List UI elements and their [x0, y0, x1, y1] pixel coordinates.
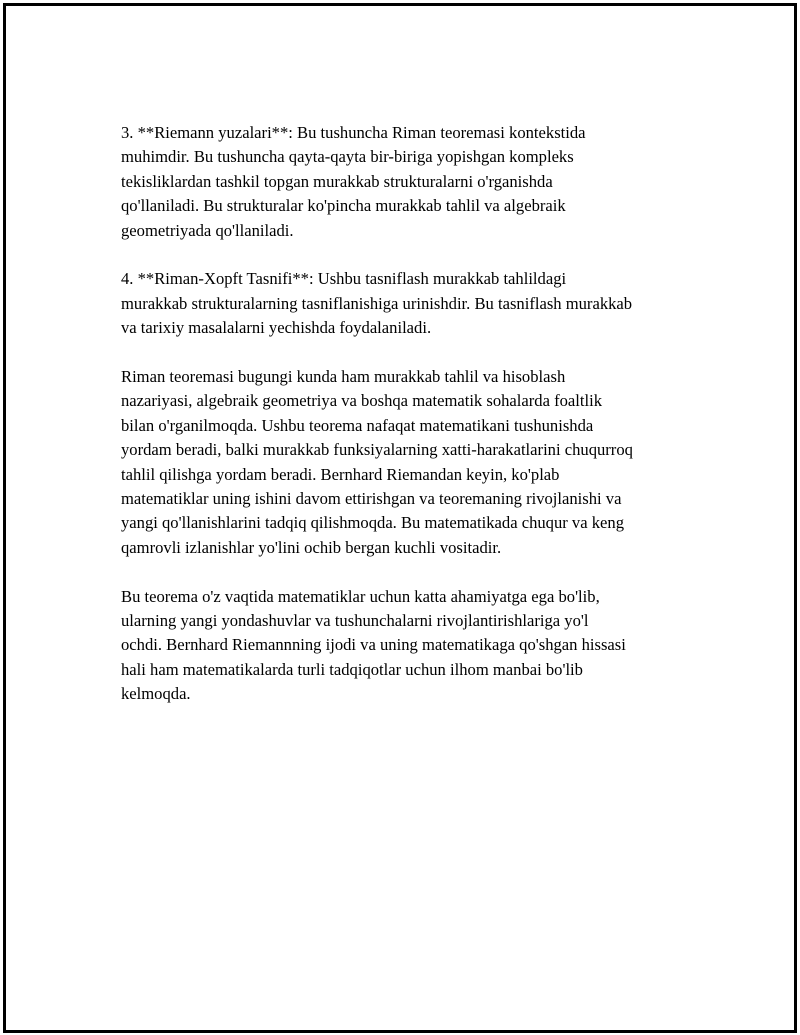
document-body — [121, 121, 706, 731]
paragraph-theorem-today: Riman teoremasi bugungi kunda ham murakkab tahlil va hisoblash nazariyasi, algebraik geometriya va boshqa matematik sohalarda foaltlik bilan o'rganilmoqda. Ushbu teorema nafaqat matematikani tushunishda yordam beradi, balki murakkab funksiyalarning xatti-harakatlarini chuqurroq tahlil qilishga yordam beradi. Bernhard Riemandan keyin, ko'plab matematiklar uning ishini davom ettirishgan va teoremaning rivojlanishi va yangi qo'llanishlarini tadqiq qilishmoqda. Bu matematikada chuqur va keng qamrovli izlanishlar yo'lini ochib bergan kuchli vositadir. — [121, 367, 633, 557]
paragraph-theorem-significance: Bu teorema o'z vaqtida matematiklar uchun katta ahamiyatga ega bo'lib, ularning yangi yondashuvlar va tushunchalarni rivojlantirishlariga yo'l ochdi. Bernhard Riemannning ijodi va uning matematikaga qo'shgan hissasi hali ham matematikalarda turli tadqiqotlar uchun ilhom manbai bo'lib kelmoqda. — [121, 586, 626, 704]
paragraph-riemann-surfaces: 3. **Riemann yuzalari**: Bu tushuncha Riman teoremasi kontekstida muhimdir. Bu tushuncha qayta-qayta bir-biriga yopishgan kompleks tekisliklardan tashkil topgan murakkab strukturalarni o'rganishda qo'llaniladi. Bu strukturalar ko'pincha murakkab tahlil va algebraik geometriyada qo'llaniladi. — [121, 123, 586, 240]
paragraph-riemann-classification: 4. **Riman-Xopft Tasnifi**: Ushbu tasniflash murakkab tahlildagi murakkab strukturalarning tasniflanishiga urinishdir. Bu tasniflash murakkab va tarixiy masalalarni yechishda foydalaniladi. — [121, 269, 633, 338]
page-frame — [3, 3, 797, 1033]
